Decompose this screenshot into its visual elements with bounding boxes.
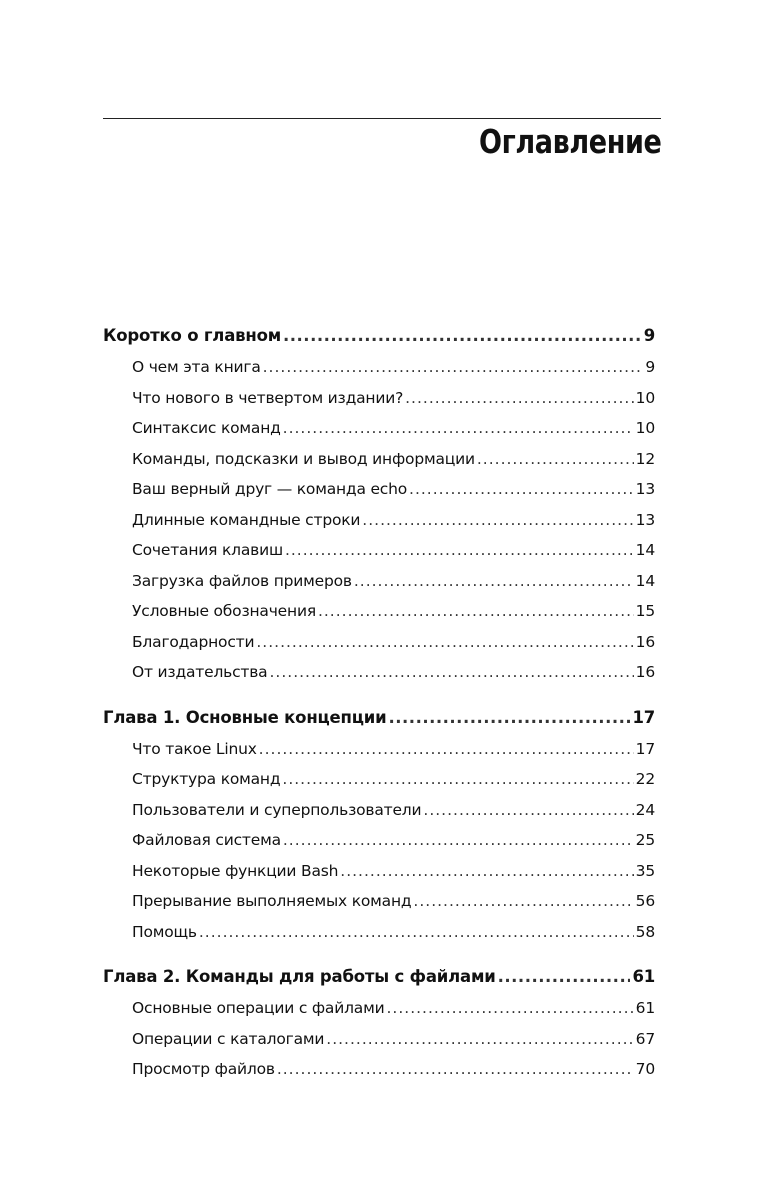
toc-section-item-page-number: 22	[635, 770, 655, 788]
toc-section-item-title: Операции с каталогами	[132, 1029, 325, 1048]
dot-leader	[318, 596, 634, 627]
toc-section-item[interactable]	[103, 993, 655, 1024]
toc-section-item-page-number: 13	[635, 480, 655, 498]
toc-section-item[interactable]	[103, 413, 655, 444]
toc-section-item-title: Структура команд	[132, 770, 281, 788]
dot-leader	[340, 856, 633, 887]
dot-leader	[277, 1054, 634, 1085]
toc-section-item-page-number: 70	[635, 1060, 655, 1078]
dot-leader	[362, 505, 633, 536]
toc-chapter	[103, 702, 655, 948]
dot-leader	[256, 627, 633, 658]
toc-section-item-title: Просмотр файлов	[132, 1060, 275, 1078]
toc-chapter-heading-page-number: 9	[643, 326, 655, 345]
toc-section-item-title: Условные обозначения	[132, 602, 316, 620]
dot-leader	[282, 764, 633, 795]
toc-chapter-heading-page-number: 61	[632, 967, 655, 986]
toc-section-item[interactable]	[103, 886, 655, 917]
toc-chapter	[103, 320, 655, 688]
toc-section-item[interactable]	[103, 505, 655, 536]
dot-leader	[413, 886, 633, 917]
toc-section-item[interactable]	[103, 825, 655, 856]
toc-section-item-page-number: 67	[635, 1029, 655, 1048]
toc-section-item-page-number: 14	[635, 541, 655, 559]
toc-section-item-title: Что такое Linux	[132, 739, 257, 758]
toc-section-item[interactable]	[103, 383, 655, 414]
toc-section-item-title: Ваш верный друг — команда echo	[132, 480, 408, 498]
dot-leader	[498, 961, 631, 993]
dot-leader	[283, 320, 642, 352]
toc-chapter-heading[interactable]	[103, 961, 655, 993]
toc-section-item-page-number: 14	[635, 571, 655, 590]
toc-section-item[interactable]	[103, 917, 655, 948]
toc-section-item-page-number: 61	[635, 999, 655, 1017]
table-of-contents	[103, 320, 655, 1099]
dot-leader	[199, 917, 634, 948]
toc-section-item-title: Некоторые функции Bash	[132, 861, 339, 880]
toc-section-item-page-number: 56	[635, 892, 655, 910]
toc-section-item-title: Благодарности	[132, 632, 255, 651]
toc-section-item-title: Прерывание выполняемых команд	[132, 892, 412, 910]
toc-section-item-page-number: 58	[635, 922, 655, 941]
toc-chapter-heading-title: Глава 2. Команды для работы с файлами	[103, 967, 496, 986]
toc-section-item-page-number: 17	[635, 739, 655, 758]
toc-section-item-title: Загрузка файлов примеров	[132, 571, 352, 590]
toc-section-item-title: Файловая система	[132, 831, 281, 849]
toc-chapter	[103, 961, 655, 1085]
toc-section-item[interactable]	[103, 474, 655, 505]
toc-chapter-heading[interactable]	[103, 320, 655, 352]
toc-section-item-page-number: 10	[635, 419, 655, 437]
dot-leader	[477, 444, 634, 475]
page-title: Оглавление	[478, 122, 661, 161]
toc-section-item[interactable]	[103, 444, 655, 475]
toc-section-item-page-number: 25	[635, 831, 655, 849]
toc-chapter-heading-title: Коротко о главном	[103, 326, 281, 345]
toc-section-item-page-number: 35	[635, 861, 655, 880]
toc-section-item[interactable]	[103, 764, 655, 795]
toc-section-item-title: Синтаксис команд	[132, 419, 281, 437]
toc-section-item-title: Сочетания клавиш	[132, 541, 283, 559]
dot-leader	[326, 1024, 633, 1055]
dot-leader	[283, 825, 634, 856]
toc-section-item[interactable]	[103, 627, 655, 658]
toc-chapter-heading-title: Глава 1. Основные концепции	[103, 707, 387, 727]
toc-section-item-page-number: 24	[635, 800, 655, 819]
toc-section-item-page-number: 13	[635, 510, 655, 529]
toc-section-item-title: Что нового в четвертом издании?	[132, 388, 404, 407]
toc-section-item[interactable]	[103, 657, 655, 688]
toc-section-item-title: О чем эта книга	[132, 358, 261, 376]
toc-section-item-title: Основные операции с файлами	[132, 999, 385, 1017]
dot-leader	[269, 657, 633, 688]
toc-section-item-page-number: 16	[635, 663, 655, 681]
toc-section-item[interactable]	[103, 352, 655, 383]
dot-leader	[259, 734, 634, 765]
toc-section-item-title: Помощь	[132, 922, 197, 941]
toc-section-item-title: Команды, подсказки и вывод информации	[132, 449, 475, 468]
dot-leader	[389, 702, 631, 734]
toc-section-item-page-number: 15	[635, 602, 655, 620]
title-rule	[103, 118, 661, 119]
dot-leader	[283, 413, 634, 444]
toc-section-item-title: Длинные командные строки	[132, 510, 361, 529]
toc-section-item-page-number: 16	[635, 632, 655, 651]
toc-section-item-title: От издательства	[132, 663, 268, 681]
toc-section-item-page-number: 9	[645, 358, 655, 376]
toc-section-item[interactable]	[103, 535, 655, 566]
toc-chapter-heading[interactable]	[103, 702, 655, 734]
dot-leader	[285, 535, 634, 566]
dot-leader	[386, 993, 633, 1024]
dot-leader	[354, 566, 634, 597]
dot-leader	[405, 383, 634, 414]
dot-leader	[423, 795, 633, 826]
toc-section-item[interactable]	[103, 1024, 655, 1055]
dot-leader	[409, 474, 634, 505]
dot-leader	[263, 352, 644, 383]
toc-section-item[interactable]	[103, 566, 655, 597]
toc-section-item[interactable]	[103, 734, 655, 765]
toc-section-item-title: Пользователи и суперпользователи	[132, 800, 422, 819]
toc-section-item-page-number: 12	[635, 449, 655, 468]
toc-section-item[interactable]	[103, 795, 655, 826]
toc-chapter-heading-page-number: 17	[632, 707, 655, 727]
toc-section-item[interactable]	[103, 1054, 655, 1085]
toc-section-item[interactable]	[103, 856, 655, 887]
toc-section-item-page-number: 10	[635, 388, 655, 407]
toc-section-item[interactable]	[103, 596, 655, 627]
